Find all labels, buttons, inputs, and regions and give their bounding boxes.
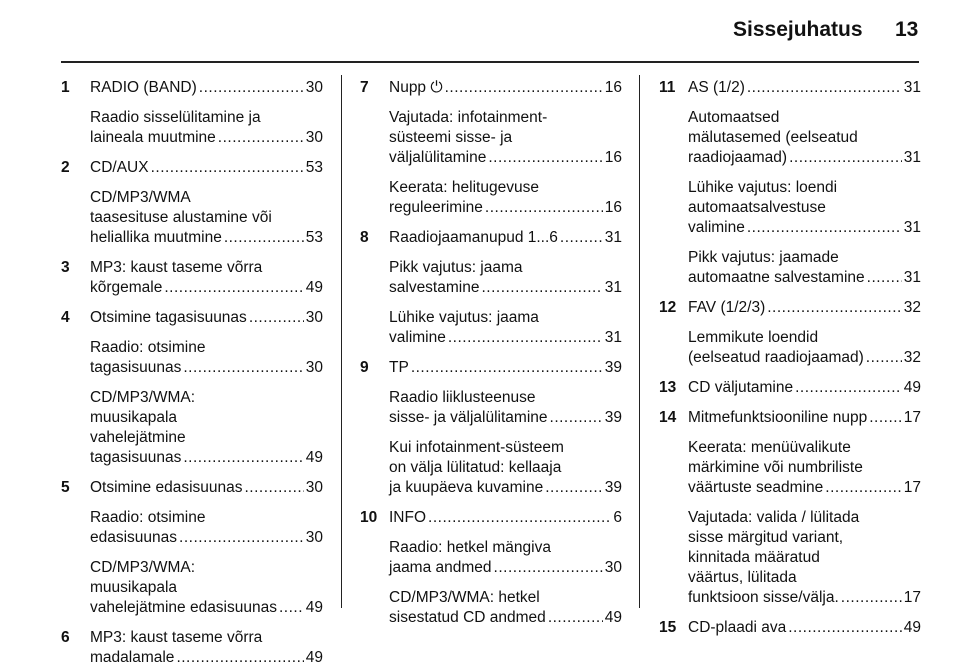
toc-subentry (90, 558, 323, 618)
page-ref: 16 (604, 149, 622, 166)
leader-dots (560, 228, 603, 248)
subentry-text-line: CD/MP3/WMA: hetkel (389, 589, 540, 606)
page-ref: 49 (903, 379, 921, 396)
page-ref: 53 (305, 229, 323, 246)
subentry-text-line: taasesituse alustamine või (90, 209, 272, 226)
subentry-text-line: CD/MP3/WMA (90, 189, 191, 206)
subentry-text-line: Lemmikute loendid (688, 329, 819, 346)
leader-dots (176, 648, 303, 668)
leader-dots (841, 588, 902, 608)
page-ref: 30 (305, 309, 323, 326)
entry-text: laineala muutmine (90, 129, 216, 146)
toc-leader-line (688, 268, 921, 288)
subentry-text-line: mälutasemed (eelseatud (688, 129, 858, 146)
subentry-text-line: Raadio sisselülitamine ja (90, 109, 261, 126)
page-ref: 39 (604, 479, 622, 496)
leader-dots (245, 478, 304, 498)
entry-text: AS (1/2) (688, 79, 745, 96)
leader-dots (747, 218, 902, 238)
leader-dots (866, 348, 902, 368)
page-ref: 32 (903, 349, 921, 366)
subentry-text-line: Automaatsed (688, 109, 780, 126)
leader-dots (224, 228, 304, 248)
entry-text: (eelseatud raadiojaamad) (688, 349, 864, 366)
toc-leader-line (688, 618, 921, 638)
entry-number: 1 (61, 79, 70, 96)
leader-dots (279, 598, 304, 618)
entry-text: RADIO (BAND) (90, 79, 197, 96)
toc-leader-line (389, 478, 622, 498)
leader-dots (545, 478, 603, 498)
entry-text: edasisuunas (90, 529, 178, 546)
toc-subentry (389, 178, 622, 218)
leader-dots (825, 478, 901, 498)
entry-number: 9 (360, 359, 369, 376)
entry-number: 5 (61, 479, 70, 496)
toc-leader-line (688, 78, 921, 98)
entry-number: 2 (61, 159, 70, 176)
toc-leader-line (90, 448, 323, 468)
subentry-text-line: Raadio: otsimine (90, 509, 206, 526)
page-ref: 31 (604, 329, 622, 346)
entry-text: reguleerimine (389, 199, 483, 216)
subentry-text-line: CD/MP3/WMA: (90, 559, 196, 576)
toc-entry (659, 298, 921, 368)
entry-text: Nupp ⏻ (389, 79, 443, 96)
subentry-text-line: Raadio: hetkel mängiva (389, 539, 551, 556)
toc-leader-line (90, 278, 323, 298)
toc-leader-line (389, 278, 622, 298)
leader-dots (548, 608, 603, 628)
leader-dots (183, 448, 303, 468)
toc-entry (61, 158, 323, 248)
leader-dots (485, 198, 603, 218)
leader-dots (767, 298, 902, 318)
page-ref: 49 (604, 609, 622, 626)
leader-dots (151, 158, 304, 178)
leader-dots (788, 618, 902, 638)
entry-text: INFO (389, 509, 427, 526)
subentry-text-line: on välja lülitatud: kellaaja (389, 459, 562, 476)
toc-subentry (688, 328, 921, 368)
entry-text: madalamale (90, 649, 175, 666)
entry-number: 10 (360, 509, 378, 526)
page-ref: 17 (903, 409, 921, 426)
toc-subentry (389, 258, 622, 298)
leader-dots (448, 328, 603, 348)
page-ref: 31 (604, 229, 622, 246)
toc-leader-line (389, 328, 622, 348)
subentry-text-line: märkimine või numbriliste (688, 459, 863, 476)
page-ref: 49 (305, 599, 323, 616)
leader-dots (199, 78, 304, 98)
entry-text: sisestatud CD andmed (389, 609, 546, 626)
entry-text: Mitmefunktsiooniline nupp (688, 409, 868, 426)
toc-subentry (389, 388, 622, 428)
toc-entry (659, 618, 921, 638)
toc-leader-line (688, 148, 921, 168)
toc-subentry (389, 438, 622, 498)
toc-entry (61, 258, 323, 298)
toc-entry (659, 378, 921, 398)
toc-leader-line (688, 478, 921, 498)
subentry-text-line: Pikk vajutus: jaamade (688, 249, 839, 266)
subentry-text-line: muusikapala (90, 579, 178, 596)
page-ref: 49 (903, 619, 921, 636)
leader-dots (747, 78, 902, 98)
leader-dots (428, 508, 611, 528)
entry-text: jaama andmed (389, 559, 492, 576)
toc-subentry (90, 188, 323, 248)
entry-text: väärtuste seadmine (688, 479, 824, 496)
toc-leader-line (688, 348, 921, 368)
subentry-text-line: Raadio: otsimine (90, 339, 206, 356)
toc-leader-line (90, 228, 323, 248)
subentry-text-line: Raadio liiklusteenuse (389, 389, 536, 406)
entry-text: automaatne salvestamine (688, 269, 865, 286)
toc-entry (659, 78, 921, 288)
entry-text: kõrgemale (90, 279, 163, 296)
subentry-text-line: Pikk vajutus: jaama (389, 259, 523, 276)
leader-dots (494, 558, 603, 578)
toc-column-3 (659, 78, 921, 638)
toc-subentry (688, 248, 921, 288)
entry-number: 14 (659, 409, 677, 426)
subentry-text-line: Lühike vajutus: jaama (389, 309, 539, 326)
toc-subentry (389, 588, 622, 628)
entry-text: salvestamine (389, 279, 480, 296)
toc-leader-line (688, 298, 921, 318)
page-ref: 49 (305, 449, 323, 466)
toc-subentry (90, 108, 323, 148)
subentry-text-line: Vajutada: valida / lülitada (688, 509, 860, 526)
leader-dots (249, 308, 304, 328)
leader-dots (789, 148, 902, 168)
page-ref: 30 (305, 79, 323, 96)
leader-dots (164, 278, 303, 298)
column-divider-1 (341, 75, 342, 608)
toc-leader-line (90, 78, 323, 98)
header-rule (61, 61, 919, 63)
leader-dots (795, 378, 902, 398)
toc-entry (61, 308, 323, 468)
entry-text-line: MP3: kaust taseme võrra (90, 629, 263, 646)
subentry-text-line: Vajutada: infotainment- (389, 109, 548, 126)
page-ref: 31 (903, 149, 921, 166)
leader-dots (445, 78, 603, 98)
entry-number: 3 (61, 259, 70, 276)
page-ref: 53 (305, 159, 323, 176)
subentry-text-line: CD/MP3/WMA: (90, 389, 196, 406)
page-ref: 49 (305, 279, 323, 296)
toc-leader-line (90, 308, 323, 328)
page-ref: 16 (604, 79, 622, 96)
toc-leader-line (389, 78, 622, 98)
leader-dots (411, 358, 603, 378)
toc-subentry (389, 308, 622, 348)
toc-entry (659, 408, 921, 608)
entry-text: TP (389, 359, 409, 376)
entry-number: 11 (659, 79, 676, 96)
toc-subentry (90, 338, 323, 378)
toc-leader-line (389, 228, 622, 248)
page-ref: 31 (903, 79, 921, 96)
toc-leader-line (90, 158, 323, 178)
toc-leader-line (90, 528, 323, 548)
page-ref: 31 (903, 219, 921, 236)
leader-dots (183, 358, 303, 378)
entry-text: Otsimine tagasisuunas (90, 309, 247, 326)
page-ref: 30 (305, 479, 323, 496)
subentry-text-line: sisse märgitud variant, (688, 529, 844, 546)
entry-text: vahelejätmine edasisuunas (90, 599, 277, 616)
toc-leader-line (389, 408, 622, 428)
toc-subentry (389, 108, 622, 168)
toc-leader-line (688, 588, 921, 608)
subentry-text-line: väärtus, lülitada (688, 569, 797, 586)
page-number: 13 (895, 18, 919, 41)
toc-subentry (688, 108, 921, 168)
entry-text: Raadiojaamanupud 1...6 (389, 229, 558, 246)
entry-text: CD väljutamine (688, 379, 794, 396)
page-ref: 17 (903, 479, 921, 496)
page-ref: 30 (604, 559, 622, 576)
page-ref: 17 (903, 589, 921, 606)
entry-text: tagasisuunas (90, 449, 182, 466)
entry-number: 7 (360, 79, 369, 96)
page-ref: 6 (613, 509, 622, 526)
subentry-text-line: Lühike vajutus: loendi (688, 179, 838, 196)
entry-text: CD-plaadi ava (688, 619, 787, 636)
toc-entry (61, 78, 323, 148)
toc-subentry (688, 508, 921, 608)
subentry-text-line: süsteemi sisse- ja (389, 129, 513, 146)
subentry-text-line: vahelejätmine (90, 429, 186, 446)
toc-subentry (688, 178, 921, 238)
subentry-text-line: automaatsalvestuse (688, 199, 826, 216)
page-ref: 30 (305, 359, 323, 376)
entry-text: raadiojaamad) (688, 149, 788, 166)
entry-text: tagasisuunas (90, 359, 182, 376)
toc-entry (360, 508, 622, 628)
entry-number: 15 (659, 619, 677, 636)
entry-text: valimine (688, 219, 745, 236)
toc-subentry (90, 388, 323, 468)
toc-leader-line (389, 148, 622, 168)
toc-leader-line (389, 198, 622, 218)
toc-subentry (389, 538, 622, 578)
page-ref: 30 (305, 529, 323, 546)
toc-leader-line (90, 478, 323, 498)
entry-number: 4 (61, 309, 70, 326)
toc-leader-line (688, 408, 921, 428)
toc-leader-line (389, 608, 622, 628)
toc-leader-line (90, 128, 323, 148)
leader-dots (179, 528, 304, 548)
leader-dots (869, 408, 902, 428)
entry-text: valimine (389, 329, 446, 346)
toc-column-2 (360, 78, 622, 628)
page-ref: 31 (903, 269, 921, 286)
toc-entry (360, 358, 622, 498)
entry-text: CD/AUX (90, 159, 149, 176)
page-header (0, 0, 960, 62)
toc-subentry (688, 438, 921, 498)
toc-leader-line (688, 378, 921, 398)
entry-text-line: MP3: kaust taseme võrra (90, 259, 263, 276)
entry-text: funktsioon sisse/välja. (688, 589, 839, 606)
page-ref: 30 (305, 129, 323, 146)
toc-leader-line (389, 558, 622, 578)
page-ref: 32 (903, 299, 921, 316)
leader-dots (550, 408, 603, 428)
toc-subentry (90, 508, 323, 548)
page-ref: 49 (305, 649, 323, 666)
page-ref: 39 (604, 409, 622, 426)
leader-dots (481, 278, 602, 298)
subentry-text-line: Keerata: helitugevuse (389, 179, 539, 196)
leader-dots (218, 128, 304, 148)
column-divider-2 (639, 75, 640, 608)
entry-number: 6 (61, 629, 70, 646)
page-ref: 39 (604, 359, 622, 376)
leader-dots (867, 268, 902, 288)
entry-text: väljalülitamine (389, 149, 487, 166)
toc-leader-line (389, 358, 622, 378)
toc-entry (360, 78, 622, 218)
entry-number: 8 (360, 229, 369, 246)
page-title: Sissejuhatus (733, 18, 863, 41)
entry-text: FAV (1/2/3) (688, 299, 766, 316)
entry-text: sisse- ja väljalülitamine (389, 409, 548, 426)
entry-text: heliallika muutmine (90, 229, 222, 246)
page-ref: 31 (604, 279, 622, 296)
subentry-text-line: Kui infotainment-süsteem (389, 439, 564, 456)
toc-entry (61, 628, 323, 668)
toc-leader-line (688, 218, 921, 238)
toc-entry (61, 478, 323, 618)
subentry-text-line: kinnitada määratud (688, 549, 820, 566)
toc-leader-line (90, 358, 323, 378)
toc-leader-line (90, 598, 323, 618)
toc-leader-line (90, 648, 323, 668)
entry-text: ja kuupäeva kuvamine (389, 479, 544, 496)
entry-text: Otsimine edasisuunas (90, 479, 243, 496)
page-ref: 16 (604, 199, 622, 216)
subentry-text-line: Keerata: menüüvalikute (688, 439, 851, 456)
toc-entry (360, 228, 622, 348)
subentry-text-line: muusikapala (90, 409, 178, 426)
toc-column-1 (61, 78, 323, 668)
toc-leader-line (389, 508, 622, 528)
entry-number: 12 (659, 299, 677, 316)
entry-number: 13 (659, 379, 677, 396)
leader-dots (488, 148, 602, 168)
